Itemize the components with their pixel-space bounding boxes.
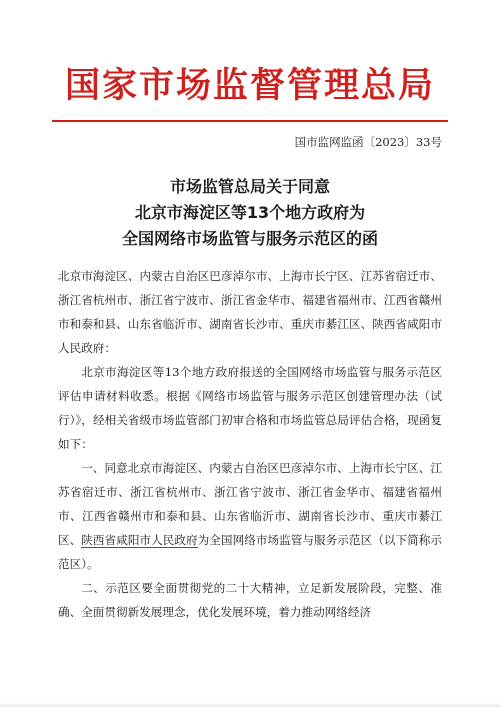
title-line-2: 北京市海淀区等13个地方政府为 [134,203,366,222]
paragraph-2-text-after: 为全国网络市场监管与服务示范区（以下简称示范区）。 [58,533,442,571]
underlined-text: 陕西省咸阳市人民政府 [81,533,198,547]
page-bottom-edge [0,703,500,707]
paragraph-2-text-before: 一、同意北京市海淀区、内蒙古自治区巴彦淖尔市、上海市长宁区、江苏省宿迁市、浙江省杭州市、浙江省宁波市、浙江省金华市、福建省福州市、江西省赣州市和泰和县、山东省临沂市、湖南省长沙市、重庆市綦江区、 [58,461,442,547]
addressees-paragraph: 北京市海淀区、内蒙古自治区巴彦淖尔市、上海市长宁区、江苏省宿迁市、浙江省杭州市、浙江省宁波市、浙江省金华市、福建省福州市、江西省赣州市和泰和县、山东省临沂市、湖南省长沙市、重庆市綦江区、陕西省咸阳市人民政府： [58,269,442,355]
title-line-1: 市场监管总局关于同意 [169,177,330,196]
body-paragraph-2 [58,456,442,576]
agency-header: 国家市场监督管理总局 [64,66,435,106]
body-paragraph-3: 二、示范区要全面贯彻党的二十大精神，立足新发展阶段，完整、准确、全面贯彻新发展理念，优化发展环境，着力推动网络经济 [58,581,442,619]
red-divider [52,120,448,122]
document-number: 国市监网监函〔2023〕33号 [294,135,442,149]
title-line-3: 全国网络市场监管与服务示范区的函 [121,229,378,248]
body-paragraph-1: 北京市海淀区等13个地方政府报送的全国网络市场监管与服务示范区评估申请材料收悉。根据《网络市场监管与服务示范区创建管理办法（试行）》，经相关省级市场监管部门初审合格和市场监管总局评估合格，现函复如下： [58,365,442,451]
document-body [58,264,442,624]
document-title [0,174,500,252]
